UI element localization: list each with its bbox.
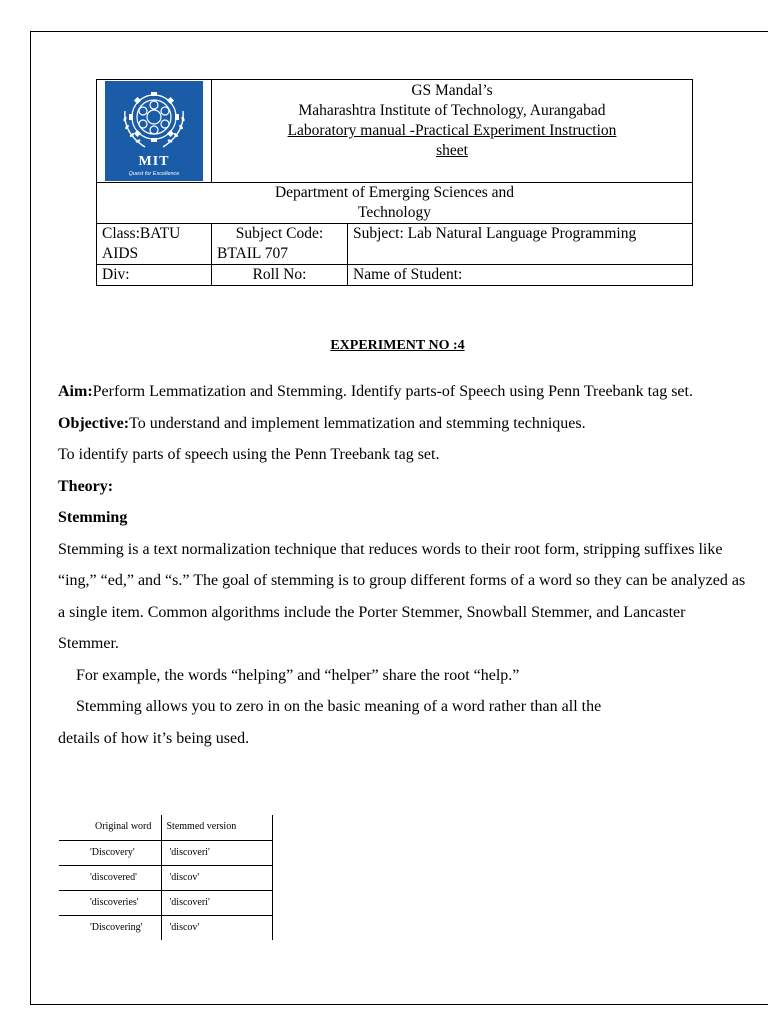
table-header-row [59,815,272,840]
aim-paragraph [58,376,748,408]
theory-heading: Theory: [58,477,114,495]
objective-text: To understand and implement lemmatization and stemming techniques. [129,414,586,432]
manual-title-line2: sheet [436,142,468,159]
student-name-label: Name of Student: [353,266,463,283]
stemming-table [59,815,273,940]
zero-in-line2: details of how it’s being used. [58,729,250,747]
logo-text: MIT [138,154,170,169]
objective-paragraph [58,408,748,440]
class-label: Class:BATU [102,225,181,242]
stemmed-version-cell: 'discov' [161,915,272,940]
objective-text-2: To identify parts of speech using the Penn Treebank tag set. [58,446,440,463]
subject-code-cell [212,224,348,265]
table-row [59,890,272,915]
header-original-word: Original word [59,815,161,840]
logo-tagline: Quest for Excellence [128,171,180,177]
example-paragraph: For example, the words “helping” and “helper” share the root “help.” [76,666,520,684]
experiment-title: EXPERIMENT NO :4 [330,338,465,353]
student-name-cell [348,265,693,286]
body-text [58,376,748,754]
manual-title-line1: Laboratory manual -Practical Experiment Instruction [287,122,617,139]
department-cell [97,183,693,224]
div-label: Div: [102,266,130,283]
original-word-cell: 'discoveries' [59,890,161,915]
stemmed-version-cell: 'discoveri' [161,840,272,865]
table-row [59,840,272,865]
table-row [59,915,272,940]
mit-logo [105,81,203,181]
roll-no-cell [212,265,348,286]
org-name: GS Mandal’s [411,82,493,99]
department-line2: Technology [358,204,431,221]
subject-cell [348,224,693,265]
subject-name: Subject: Lab Natural Language Programming [353,225,637,242]
header-stemmed-version: Stemmed version [161,815,272,840]
original-word-cell: 'Discovering' [59,915,161,940]
stemming-heading: Stemming [58,509,128,526]
subject-code-label: Subject Code: [235,225,324,242]
class-cell [97,224,212,265]
zero-in-line1: Stemming allows you to zero in on the basic meaning of a word rather than all the [76,698,602,715]
original-word-cell: 'Discovery' [59,840,161,865]
logo-cell [97,80,212,183]
table-row [59,865,272,890]
header-table [96,79,693,286]
stemming-paragraph: Stemming is a text normalization technique that reduces words to their root form, stripping suffixes like “ing,” “ed,” and “s.” The goal of stemming is to group different forms of a word so they can be analyzed as a single item. Common algorithms include the Porter Stemmer, Snowball Stemmer, and Lancaster Stemmer. [58,540,746,652]
stemmed-version-cell: 'discov' [161,865,272,890]
stemmed-version-cell: 'discoveri' [161,890,272,915]
institute-name: Maharashtra Institute of Technology, Aurangabad [298,102,606,119]
aim-label: Aim: [58,383,93,400]
subject-code-value: BTAIL 707 [217,245,288,262]
aim-text: Perform Lemmatization and Stemming. Identify parts-of Speech using Penn Treebank tag set. [92,383,693,400]
class-value: AIDS [102,245,139,262]
original-word-cell: 'discovered' [59,865,161,890]
roll-no-label: Roll No: [252,266,307,283]
title-cell [212,80,693,183]
objective-label: Objective: [58,414,130,432]
div-cell [97,265,212,286]
department-line1: Department of Emerging Sciences and [274,184,515,201]
